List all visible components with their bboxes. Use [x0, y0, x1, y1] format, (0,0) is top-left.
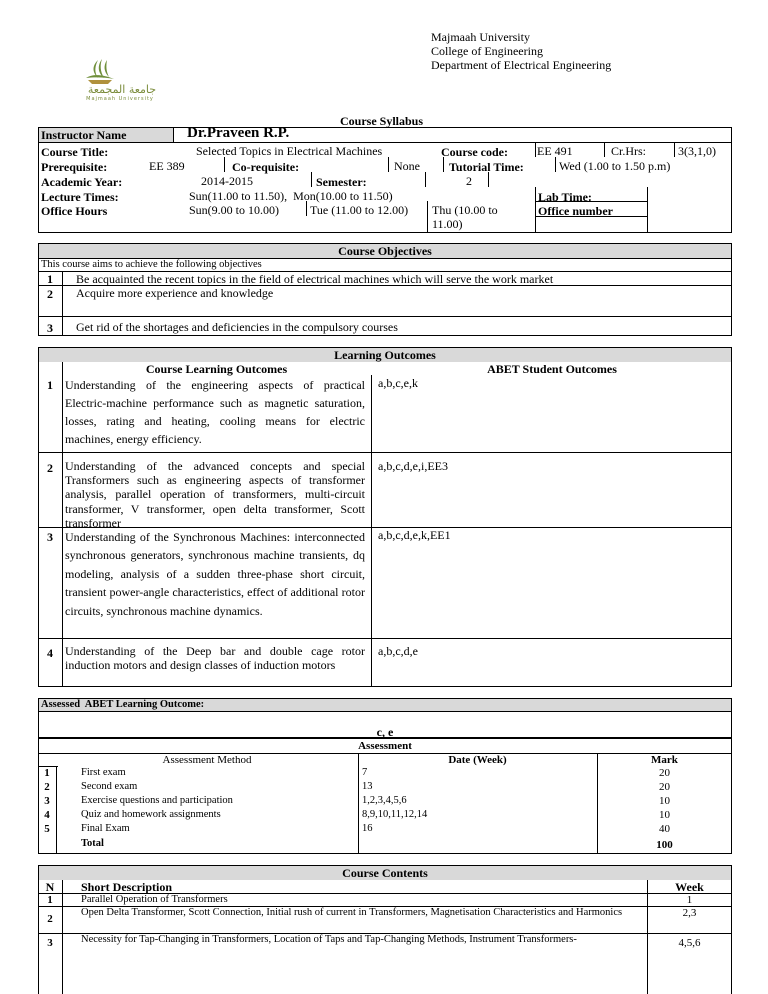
assessment-mark: 20 [659, 781, 670, 793]
university-name: Majmaah University [431, 30, 530, 44]
assessment-title: Assessment [358, 740, 412, 752]
semester-value: 2 [466, 174, 472, 188]
department-name: Department of Electrical Engineering [431, 58, 612, 72]
outcome-number: 1 [47, 378, 53, 392]
lecture-times-label: Lecture Times: [41, 190, 119, 204]
tutorial-value: Wed (1.00 to 1.50 p.m) [559, 159, 671, 173]
assessment-method: Quiz and homework assignments [81, 809, 221, 820]
assessment-mark: 40 [659, 823, 670, 835]
course-code-value: EE 491 [537, 144, 573, 158]
course-title-value: Selected Topics in Electrical Machines [196, 144, 383, 158]
assessment-date-header: Date (Week) [448, 754, 507, 766]
assessment-row-number: 1 [44, 767, 50, 779]
office-hours-label: Office Hours [41, 204, 108, 218]
outcome-number: 2 [47, 461, 53, 475]
prerequisite-label: Prerequisite: [41, 160, 108, 174]
assessment-mark-header: Mark [651, 754, 678, 766]
assessment-date: 8,9,10,11,12,14 [362, 809, 428, 820]
objectives-intro: This course aims to achieve the following objectives [41, 259, 262, 270]
logo-arabic-text: جامعة المجمعة [87, 83, 157, 96]
semester-label: Semester: [316, 175, 367, 189]
contents-row-number: 3 [47, 937, 53, 949]
objective-number: 1 [47, 272, 53, 286]
assessment-method: Exercise questions and participation [81, 795, 233, 806]
outcome-text: Understanding of the Synchronous Machines: interconnected synchronous generators, synchronous machine transients, dq modeling, analysis of a sudden three-phase short circuit, transient power-angle characteristics, effect of additional rotor circuits, synchronous machine dynamics. [65, 530, 365, 618]
assessment-mark: 10 [659, 795, 670, 807]
abet-column-header: ABET Student Outcomes [487, 362, 617, 376]
contents-week-header: Week [675, 880, 704, 894]
assessment-total-label: Total [81, 838, 104, 849]
assessment-date: 7 [362, 767, 368, 778]
outcome-text: Understanding of the advanced concepts and special Transformers such as engineering aspects of transformer analysis, parallel operation of transformers, multi-circuit transformer, V transformer, open delta transformer, Scott transformer [65, 459, 365, 530]
tutorial-label: Tutorial Time: [449, 160, 524, 174]
lab-time-label: Lab Time: [538, 190, 592, 204]
course-title-label: Course Title: [41, 145, 109, 159]
contents-row-number: 2 [47, 913, 53, 925]
contents-n-header: N [45, 880, 55, 894]
instructor-name: Dr.Praveen R.P. [187, 125, 290, 141]
assessment-date: 1,2,3,4,5,6 [362, 795, 407, 806]
lecture-times-value: Sun(11.00 to 11.50), Mon(10.00 to 11.50) [189, 189, 393, 203]
course-code-label: Course code: [441, 145, 508, 159]
outcome-abet: a,b,c,d,e,k,EE1 [378, 528, 451, 542]
contents-week: 1 [686, 894, 693, 906]
assessment-row-number: 4 [44, 809, 50, 821]
objective-text: Be acquainted the recent topics in the field of electrical machines which will serve the work market [76, 272, 554, 286]
contents-week: 2,3 [682, 907, 697, 919]
contents-description: Necessity for Tap-Changing in Transformers, Location of Taps and Tap-Changing Methods, Instrument Transformers- [81, 934, 577, 945]
outcome-abet: a,b,c,d,e,i,EE3 [378, 459, 448, 473]
assessed-abet-value: c, e [376, 725, 394, 739]
outcome-abet: a,b,c,d,e [378, 644, 418, 658]
assessment-method: Final Exam [81, 823, 130, 834]
contents-description-header: Short Description [81, 880, 172, 894]
objective-number: 2 [47, 287, 53, 301]
assessment-row-number: 5 [44, 823, 50, 835]
contents-description: Open Delta Transformer, Scott Connection, Initial rush of current in Transformers, Magnetisation Characteristics and Harmonics [81, 907, 623, 918]
outcome-text: Understanding of the Deep bar and double cage rotor induction motors and design classes of induction motors [65, 644, 365, 673]
clo-column-header: Course Learning Outcomes [145, 362, 288, 376]
office-hours-3b: 11.00) [432, 217, 463, 231]
assessment-method: Second exam [81, 781, 138, 792]
office-hours-2: Tue (11.00 to 12.00) [310, 203, 409, 217]
assessment-date: 16 [362, 823, 373, 834]
instructor-label: Instructor Name [41, 128, 127, 142]
logo-english-text: Majmaah University [86, 96, 154, 102]
corequisite-value: None [394, 159, 420, 173]
assessment-row-number: 3 [44, 795, 50, 807]
prerequisite-value: EE 389 [149, 159, 185, 173]
outcome-abet: a,b,c,e,k [378, 376, 418, 390]
contents-description: Parallel Operation of Transformers [81, 894, 228, 905]
objective-text: Get rid of the shortages and deficiencies in the compulsory courses [76, 320, 398, 334]
objectives-title: Course Objectives [338, 244, 432, 258]
college-name: College of Engineering [431, 44, 543, 58]
outcome-text: Understanding of the engineering aspects of practical Electric-machine performance such as magnetic saturation, losses, rating and heating, cooling means for electric machines, energy efficiency. [65, 378, 365, 446]
contents-row-number: 1 [47, 894, 53, 906]
university-logo [78, 56, 160, 104]
contents-week: 4,5,6 [678, 937, 701, 949]
office-hours-1: Sun(9.00 to 10.00) [189, 203, 279, 217]
objective-text: Acquire more experience and knowledge [76, 286, 274, 300]
syllabus-title: Course Syllabus [340, 114, 424, 128]
office-hours-3a: Thu (10.00 to [432, 203, 498, 217]
assessment-method-header: Assessment Method [162, 754, 252, 766]
academic-year-label: Academic Year: [41, 175, 123, 189]
assessment-method: First exam [81, 767, 126, 778]
assessment-mark: 20 [659, 767, 670, 779]
cr-hrs-label: Cr.Hrs: [611, 144, 647, 158]
outcome-number: 4 [47, 646, 53, 660]
objective-number: 3 [47, 321, 53, 335]
assessment-total-value: 100 [656, 839, 673, 851]
assessment-row-number: 2 [44, 781, 50, 793]
outcome-number: 3 [47, 530, 53, 544]
course-contents-title: Course Contents [342, 866, 428, 880]
academic-year-value: 2014-2015 [201, 174, 253, 188]
learning-outcomes-title: Learning Outcomes [334, 348, 436, 362]
assessment-mark: 10 [659, 809, 670, 821]
assessed-abet-label: Assessed ABET Learning Outcome: [41, 699, 205, 710]
office-number-label: Office number [538, 204, 613, 218]
corequisite-label: Co-requisite: [232, 160, 300, 174]
assessment-date: 13 [362, 781, 373, 792]
cr-hrs-value: 3(3,1,0) [678, 144, 716, 158]
